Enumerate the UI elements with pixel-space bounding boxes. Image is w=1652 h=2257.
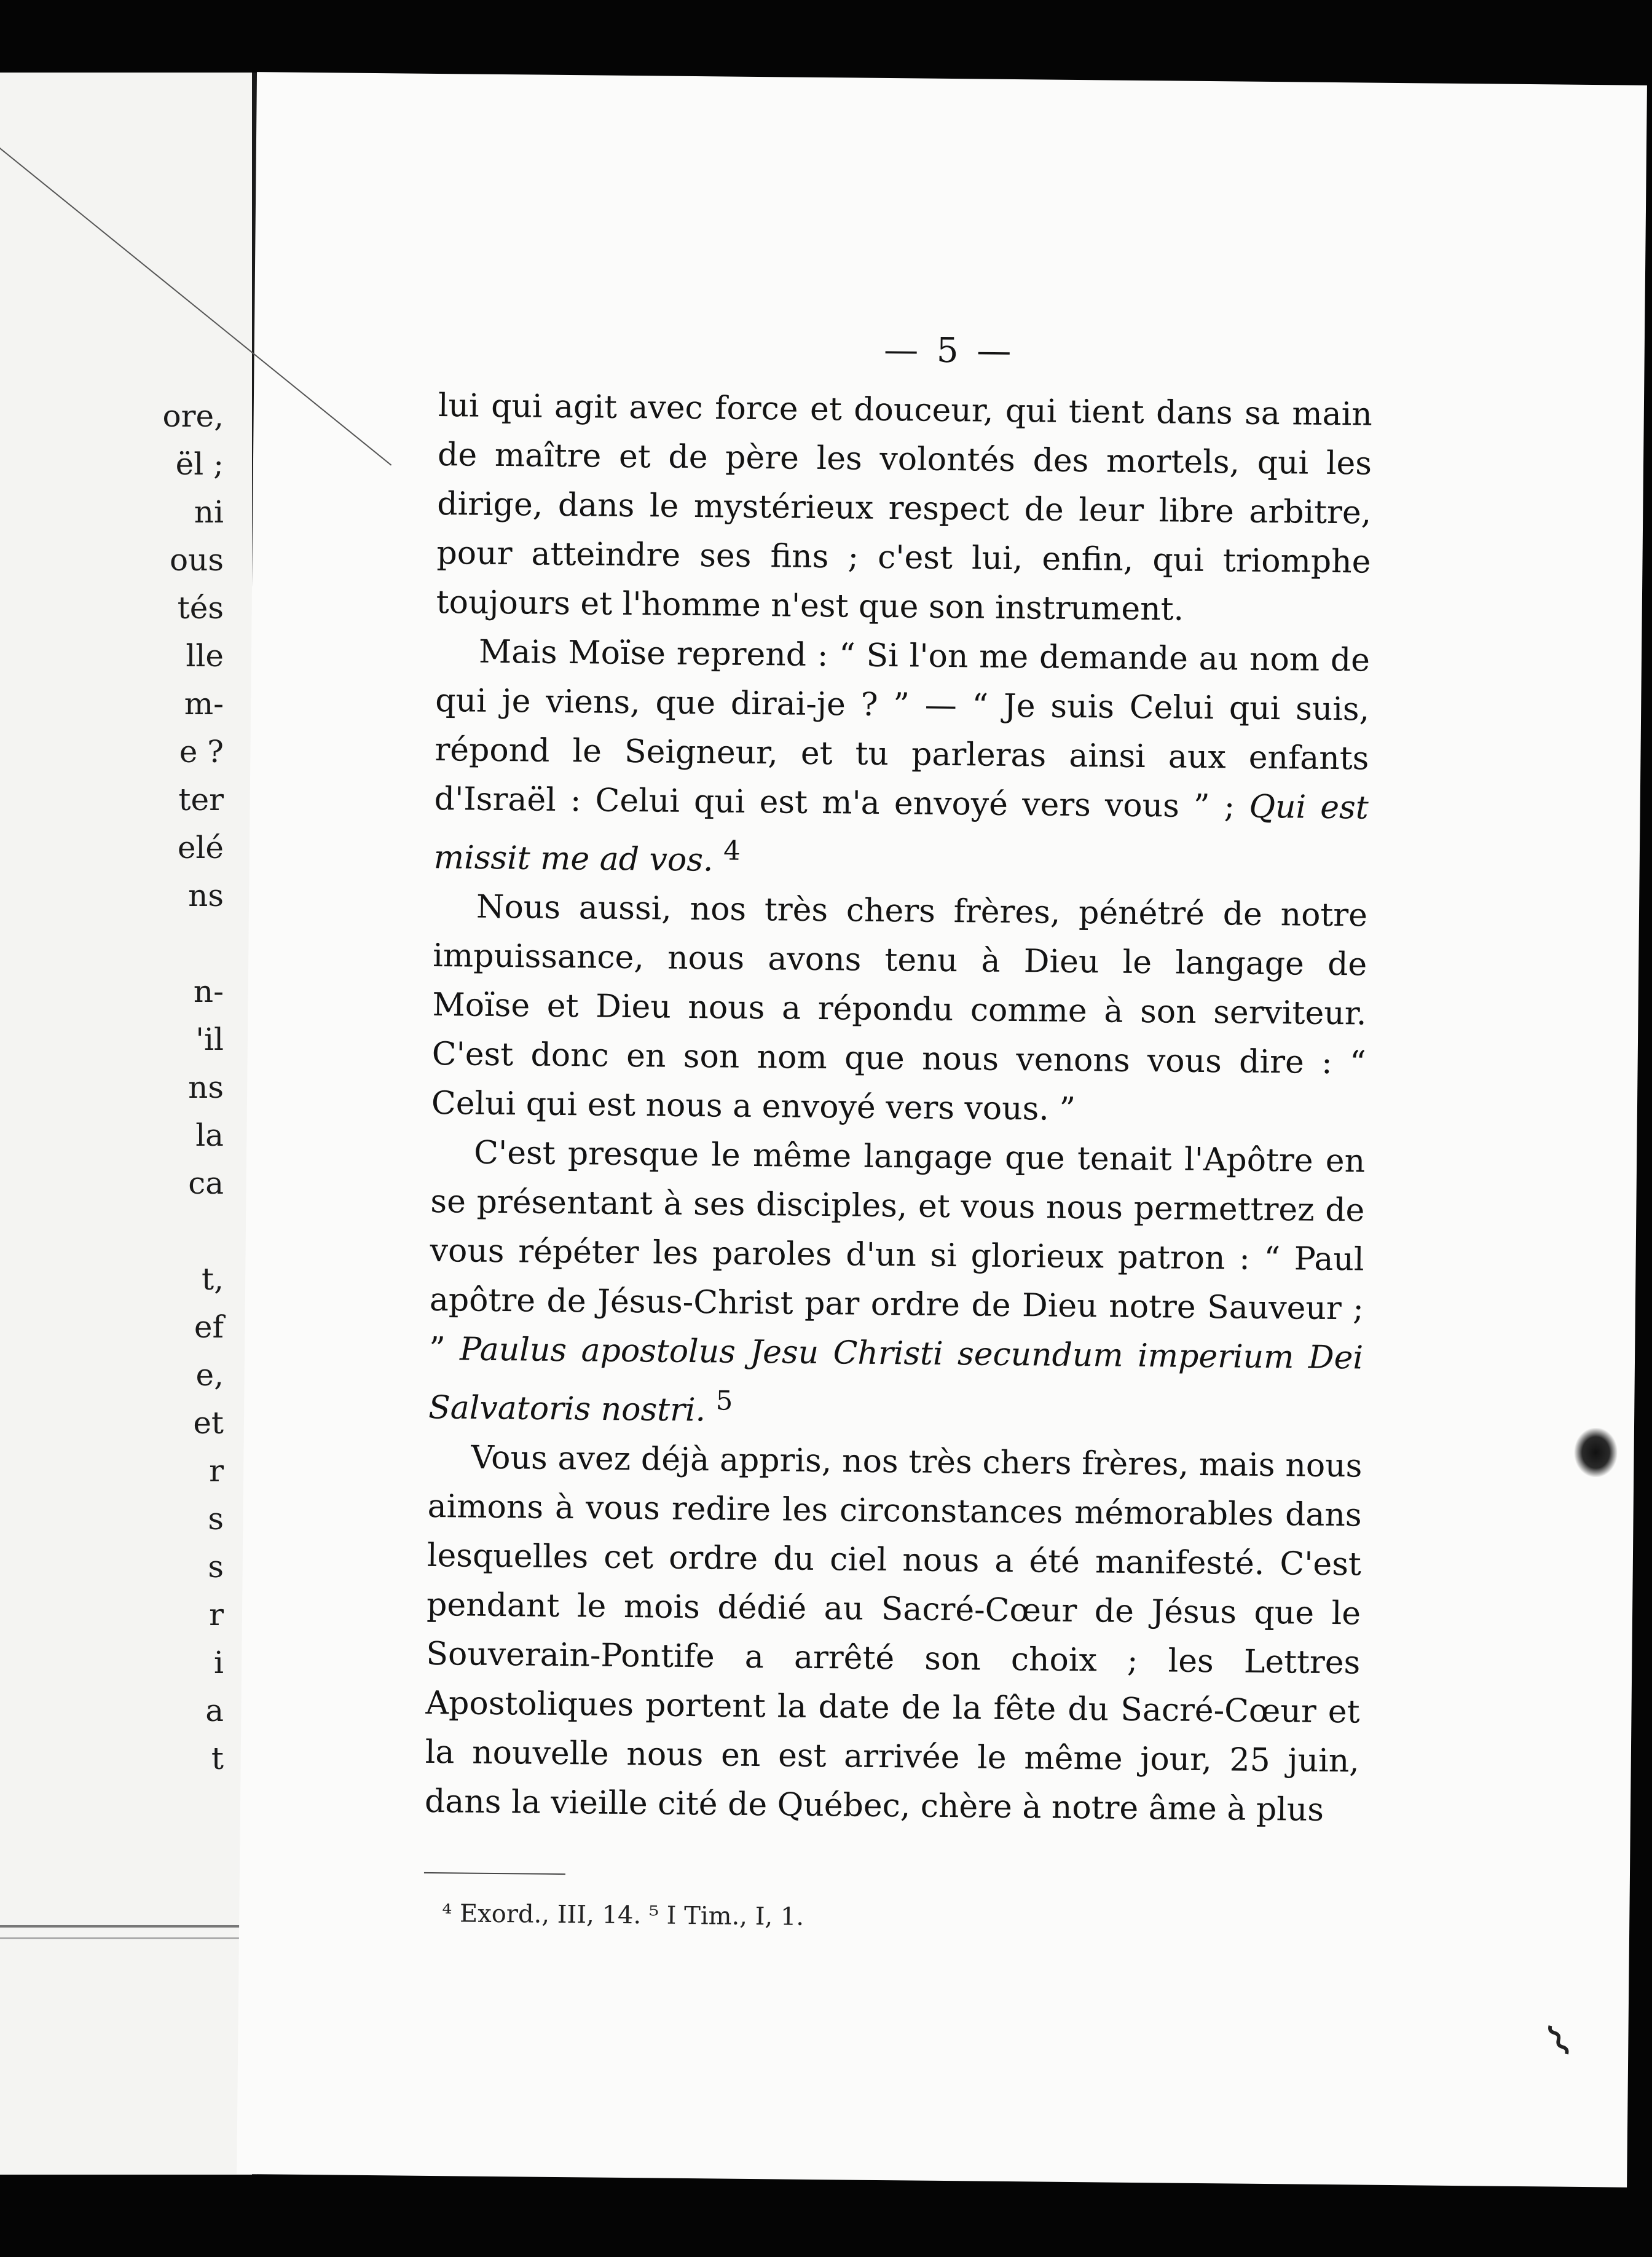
footnotes: ⁴ Exord., III, 14. ⁵ I Tim., I, 1. (442, 1899, 804, 1931)
left-fragment: ni (194, 494, 224, 530)
ink-stain (1574, 1428, 1618, 1478)
left-fragment (163, 920, 224, 967)
left-fragment: ter (178, 782, 224, 817)
paragraph-1: lui qui agit avec force et douceur, qui tient dans sa main de maître et de père les volontés des mortels, qui les dirige, dans le mystérieux respect de leur libre arbitre, pour atteindre ses fins ; c'est lui, enfin, qui triomphe toujours et l'homme n'est que son instrument. (436, 387, 1373, 628)
paperclip-icon: ⌇ (1537, 2014, 1581, 2069)
left-fragment: la (195, 1117, 224, 1153)
left-fragment: m- (184, 686, 224, 722)
left-page-text-fragments (163, 392, 224, 1782)
paragraph-2-text: Mais Moïse reprend : “ Si l'on me demande au nom de qui je viens, que dirai-je ? ” — “ Je suis Celui qui suis, répond le Seigneur, et tu parleras ainsi aux enfants d'Israël : Celui qui est m'a envoyé vers vous ” ; (434, 633, 1371, 825)
footnote-marker-5: 5 (715, 1385, 733, 1417)
left-fragment: e, (195, 1357, 224, 1393)
left-fragment: elé (177, 830, 224, 865)
left-fragment: s (208, 1501, 224, 1537)
left-fragment: tés (177, 590, 224, 626)
left-fragment: et (193, 1405, 224, 1441)
paragraph-4-text: C'est presque le même langage que tenait l'Apôtre en se présentant à ses disciples, et vous nous permettrez de vous répéter les paroles d'un si glorieux patron : “ Paul apôtre de Jésus-Christ par ordre de Dieu notre Sauveur ; ” (428, 1134, 1366, 1368)
left-fragment: t, (202, 1261, 224, 1297)
paragraph-4 (428, 1128, 1366, 1441)
left-fragment: ca (188, 1165, 224, 1201)
footnote-rule (424, 1872, 565, 1875)
right-page (237, 72, 1647, 2188)
body-text (425, 381, 1372, 1835)
left-fragment: a (205, 1693, 224, 1728)
paragraph-2 (433, 627, 1370, 891)
left-fragment: r (209, 1597, 224, 1633)
left-fragment: ore, (162, 398, 224, 434)
left-fragment: ef (194, 1309, 224, 1345)
left-fragment: ël ; (175, 446, 224, 482)
left-page (0, 73, 257, 2175)
left-fragment: ns (188, 1069, 224, 1105)
left-fragment: i (214, 1645, 224, 1680)
paragraph-4-latin: Paulus apostolus Jesu Christi secundum imperium Dei Salvatoris nostri. (428, 1331, 1364, 1429)
left-fragment: e ? (179, 734, 224, 770)
left-fragment: t (211, 1741, 224, 1776)
left-fragment (163, 1207, 224, 1255)
footnote-marker-4: 4 (723, 835, 741, 867)
left-fragment: n- (193, 974, 224, 1009)
paragraph-3: Nous aussi, nos très chers frères, pénétré de notre impuissance, nous avons tenu à Dieu le langage de Moïse et Dieu nous a répondu comme à son serviteur. C'est donc en son nom que nous venons vous dire : “ Celui qui est nous a envoyé vers vous. ” (431, 888, 1368, 1128)
left-fragment: 'il (195, 1022, 224, 1057)
left-fragment: s (208, 1549, 224, 1585)
left-fragment: ns (188, 878, 224, 913)
paragraph-2-latin: Qui est missit me ad vos. (433, 788, 1369, 879)
left-fragment: r (209, 1453, 224, 1489)
page-number: — 5 — (883, 329, 1015, 372)
paragraph-5: Vous avez déjà appris, nos très chers frères, mais nous aimons à vous redire les circonstances mémorables dans lesquelles cet ordre du ciel nous a été manifesté. C'est pendant le mois dédié au Sacré-Cœur de Jésus que le Souverain-Pontife a arrêté son choix ; les Lettres Apostoliques portent la date de la fête du Sacré-Cœur et la nouvelle nous en est arrivée le même jour, 25 juin, dans la vieille cité de Québec, chère à notre âme à plus (424, 1439, 1363, 1829)
left-fragment: ous (170, 542, 224, 578)
left-fragment: lle (186, 638, 224, 674)
